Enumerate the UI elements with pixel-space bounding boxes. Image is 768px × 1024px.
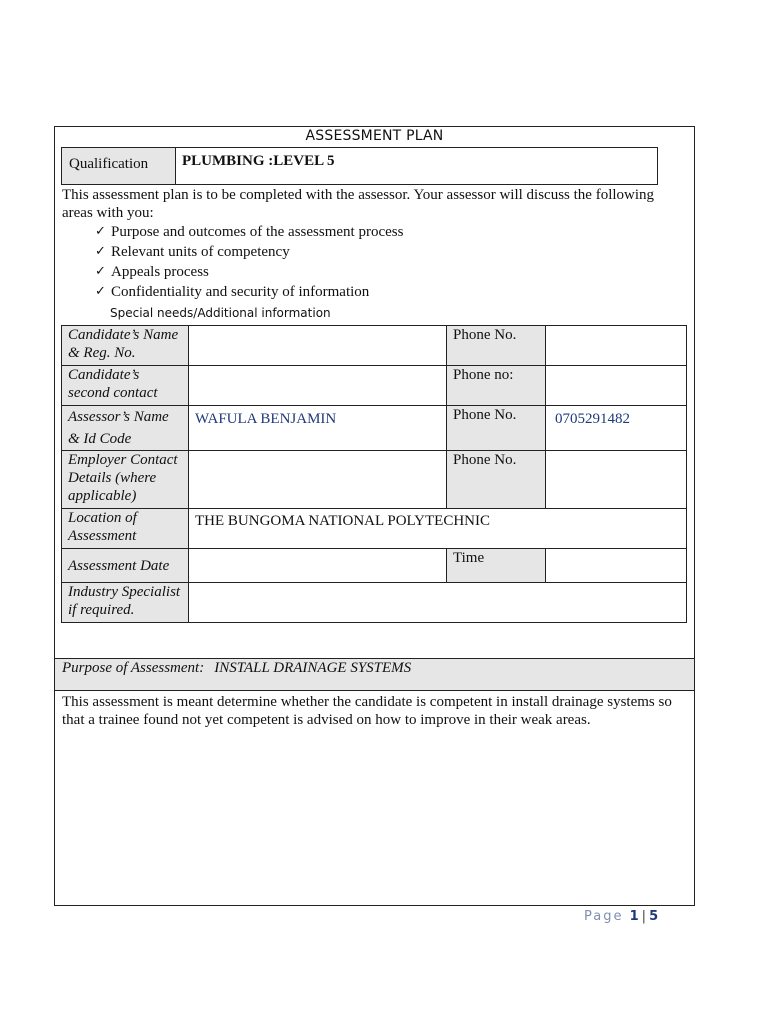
- second-contact-field[interactable]: [189, 366, 447, 406]
- candidate-details-table: [61, 325, 687, 623]
- checklist-item: [95, 242, 403, 262]
- table-row: [62, 549, 687, 583]
- purpose-label: Purpose of Assessment:: [62, 660, 205, 676]
- purpose-value: INSTALL DRAINAGE SYSTEMS: [214, 660, 412, 676]
- location-field[interactable]: THE BUNGOMA NATIONAL POLYTECHNIC: [189, 509, 687, 549]
- second-contact-phone-label: Phone no:: [447, 366, 546, 406]
- assessor-phone-field[interactable]: 0705291482: [546, 406, 687, 451]
- candidate-phone-field[interactable]: [546, 326, 687, 366]
- purpose-header: [55, 658, 694, 691]
- candidate-name-label: Candidate’s Name & Reg. No.: [62, 326, 189, 366]
- time-label: Time: [447, 549, 546, 583]
- assessor-label-line2: & Id Code: [68, 431, 132, 447]
- industry-specialist-field[interactable]: [189, 583, 687, 623]
- checklist-item-label: Appeals process: [111, 264, 209, 280]
- page-total: 5: [649, 909, 659, 924]
- assessor-phone-label: Phone No.: [447, 406, 546, 451]
- employer-contact-label: Employer Contact Details (where applicable): [62, 451, 189, 509]
- checklist-item-label: Purpose and outcomes of the assessment process: [111, 224, 404, 240]
- page-footer: [584, 909, 658, 924]
- qualification-value: PLUMBING :LEVEL 5: [182, 153, 335, 169]
- location-label: Location of Assessment: [62, 509, 189, 549]
- employer-phone-label: Phone No.: [447, 451, 546, 509]
- table-row: [62, 326, 687, 366]
- check-icon: ✓: [95, 264, 106, 279]
- page-title: ASSESSMENT PLAN: [305, 128, 444, 144]
- time-field[interactable]: [546, 549, 687, 583]
- assessment-date-label: Assessment Date: [62, 549, 189, 583]
- checklist-item-label: Confidentiality and security of information: [111, 284, 370, 300]
- purpose-description: This assessment is meant determine whether the candidate is competent in install drainage systems so that a trainee found not yet competent is advised on how to improve in their weak areas.: [62, 694, 672, 728]
- industry-specialist-label: Industry Specialist if required.: [62, 583, 189, 623]
- checklist-item: [95, 222, 403, 242]
- employer-contact-field[interactable]: [189, 451, 447, 509]
- checklist: [95, 222, 403, 302]
- page-number: 1: [629, 909, 639, 924]
- table-row: [62, 509, 687, 549]
- assessor-label-line1: Assessor’s Name: [68, 409, 169, 425]
- table-row: [62, 451, 687, 509]
- qualification-label: Qualification: [62, 148, 176, 184]
- special-needs-label: Special needs/Additional information: [110, 306, 331, 320]
- candidate-name-field[interactable]: [189, 326, 447, 366]
- assessment-date-field[interactable]: [189, 549, 447, 583]
- assessor-name-field[interactable]: WAFULA BENJAMIN: [189, 406, 447, 451]
- checklist-item: [95, 262, 403, 282]
- assessor-name-label: [62, 406, 189, 451]
- page-separator: |: [641, 909, 647, 924]
- table-row: [62, 366, 687, 406]
- intro-paragraph: This assessment plan is to be completed with the assessor. Your assessor will discuss the following areas with you:: [62, 187, 655, 221]
- employer-phone-field[interactable]: [546, 451, 687, 509]
- check-icon: ✓: [95, 244, 106, 259]
- table-row: [62, 583, 687, 623]
- candidate-phone-label: Phone No.: [447, 326, 546, 366]
- check-icon: ✓: [95, 224, 106, 239]
- checklist-item-label: Relevant units of competency: [111, 244, 290, 260]
- qualification-table: [61, 147, 658, 185]
- second-contact-label: Candidate’s second contact: [62, 366, 189, 406]
- table-row: [62, 406, 687, 451]
- check-icon: ✓: [95, 284, 106, 299]
- page-word: Page: [584, 909, 624, 924]
- second-contact-phone-field[interactable]: [546, 366, 687, 406]
- checklist-item: [95, 282, 403, 302]
- assessment-plan-form: [54, 126, 695, 906]
